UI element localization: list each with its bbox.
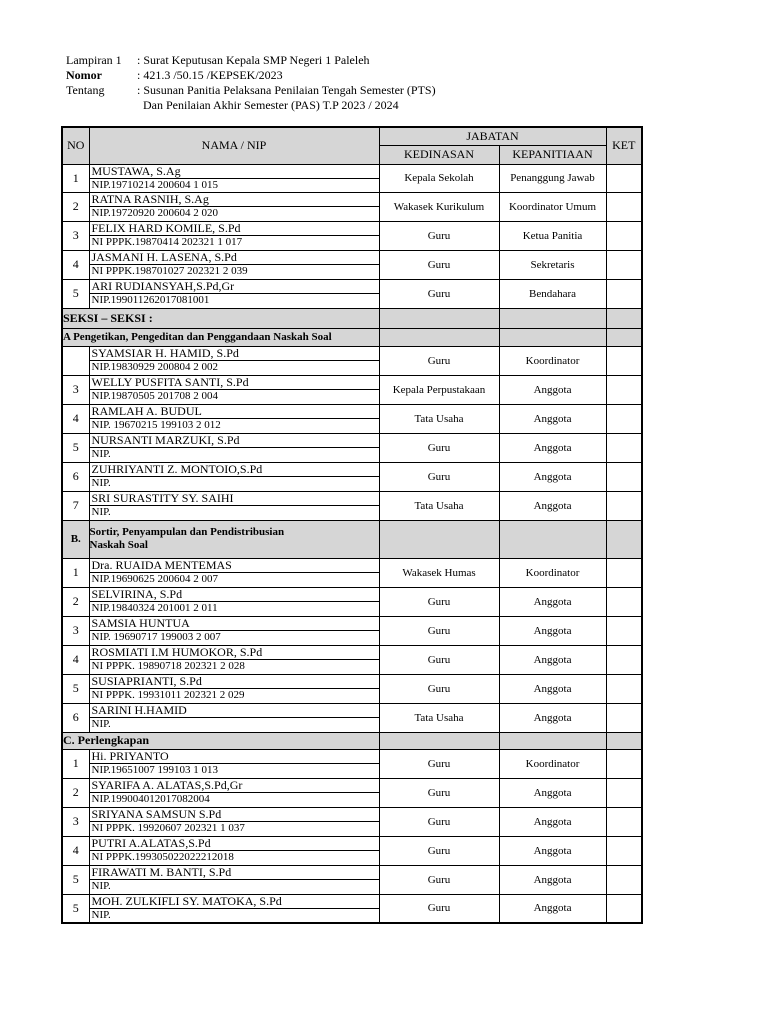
member-nip: NIP.199011262017081001 xyxy=(90,293,379,307)
member-nip: NI PPPK.198701027 202321 2 039 xyxy=(90,264,379,278)
header-name: NAMA / NIP xyxy=(89,127,379,164)
row-no: 2 xyxy=(62,192,89,221)
table-row xyxy=(62,616,642,645)
row-no: 4 xyxy=(62,250,89,279)
member-nip: NIP.19720920 200604 2 020 xyxy=(90,206,379,220)
member-name: ARI RUDIANSYAH,S.Pd,Gr xyxy=(91,279,235,293)
member-kepanitiaan: Ketua Panitia xyxy=(499,221,606,250)
member-kedinasan: Guru xyxy=(379,778,499,807)
member-name: ROSMIATI I.M HUMOKOR, S.Pd xyxy=(91,645,263,659)
row-no: 4 xyxy=(62,645,89,674)
member-name: SELVIRINA, S.Pd xyxy=(91,587,183,601)
member-nip: NIP.199004012017082004 xyxy=(90,792,379,806)
member-name: JASMANI H. LASENA, S.Pd xyxy=(91,250,237,264)
member-kepanitiaan: Anggota xyxy=(499,807,606,836)
member-ket xyxy=(606,250,642,279)
member-kedinasan: Guru xyxy=(379,221,499,250)
header-sep xyxy=(134,98,143,113)
header-label xyxy=(66,98,134,113)
member-kedinasan: Guru xyxy=(379,645,499,674)
member-nip: NIP. xyxy=(90,717,379,731)
member-name: ZUHRIYANTI Z. MONTOIO,S.Pd xyxy=(91,462,263,476)
member-ket xyxy=(606,587,642,616)
member-kedinasan: Guru xyxy=(379,279,499,308)
member-kepanitiaan: Anggota xyxy=(499,587,606,616)
member-nip: NI PPPK. 19920607 202321 1 037 xyxy=(90,821,379,835)
member-nip: NI PPPK. 19890718 202321 2 028 xyxy=(90,659,379,673)
table-row xyxy=(62,674,642,703)
section-c-header xyxy=(62,732,642,749)
member-ket xyxy=(606,279,642,308)
member-name: NURSANTI MARZUKI, S.Pd xyxy=(91,433,240,447)
member-nip: NIP. xyxy=(90,476,379,490)
member-nip: NIP. 19670215 199103 2 012 xyxy=(90,418,379,432)
row-no: 1 xyxy=(62,558,89,587)
member-ket xyxy=(606,703,642,732)
member-ket xyxy=(606,462,642,491)
member-ket xyxy=(606,778,642,807)
row-no: 5 xyxy=(62,279,89,308)
member-nip: NI PPPK. 19931011 202321 2 029 xyxy=(90,688,379,702)
member-ket xyxy=(606,375,642,404)
member-nip: NIP.19690625 200604 2 007 xyxy=(90,572,379,586)
row-no: 4 xyxy=(62,836,89,865)
row-no: 5 xyxy=(62,865,89,894)
member-kepanitiaan: Penanggung Jawab xyxy=(499,164,606,192)
table-row xyxy=(62,192,642,221)
member-kedinasan: Tata Usaha xyxy=(379,703,499,732)
header-ket: KET xyxy=(606,127,642,164)
member-kedinasan: Kepala Sekolah xyxy=(379,164,499,192)
member-kepanitiaan: Anggota xyxy=(499,778,606,807)
member-kepanitiaan: Koordinator Umum xyxy=(499,192,606,221)
member-kedinasan: Kepala Perpustakaan xyxy=(379,375,499,404)
header-no: NO xyxy=(62,127,89,164)
member-kedinasan: Wakasek Kurikulum xyxy=(379,192,499,221)
header-kepanitiaan: KEPANITIAAN xyxy=(499,145,606,164)
row-no: 3 xyxy=(62,375,89,404)
document-header xyxy=(66,53,436,113)
member-kedinasan: Guru xyxy=(379,616,499,645)
row-no: 5 xyxy=(62,433,89,462)
row-no: 4 xyxy=(62,404,89,433)
member-ket xyxy=(606,807,642,836)
member-name: MUSTAWA, S.Ag xyxy=(91,164,181,178)
member-name: MOH. ZULKIFLI SY. MATOKA, S.Pd xyxy=(91,894,282,908)
table-row xyxy=(62,462,642,491)
member-name: FIRAWATI M. BANTI, S.Pd xyxy=(91,865,232,879)
member-kepanitiaan: Bendahara xyxy=(499,279,606,308)
row-no: 3 xyxy=(62,616,89,645)
member-kepanitiaan: Anggota xyxy=(499,491,606,520)
member-nip: NIP. xyxy=(90,505,379,519)
member-name: SYARIFA A. ALATAS,S.Pd,Gr xyxy=(91,778,243,792)
table-row xyxy=(62,703,642,732)
member-nip: NI PPPK.199305022022212018 xyxy=(90,850,379,864)
member-kepanitiaan: Sekretaris xyxy=(499,250,606,279)
table-row xyxy=(62,404,642,433)
member-ket xyxy=(606,894,642,923)
member-kepanitiaan: Anggota xyxy=(499,404,606,433)
table-row xyxy=(62,894,642,923)
member-nip: NIP.19840324 201001 2 011 xyxy=(90,601,379,615)
member-name: SYAMSIAR H. HAMID, S.Pd xyxy=(91,346,239,360)
member-ket xyxy=(606,616,642,645)
section-a-title: A Pengetikan, Pengeditan dan Penggandaan Naskah Soal xyxy=(62,328,379,346)
member-ket xyxy=(606,558,642,587)
table-row xyxy=(62,645,642,674)
member-name: SARINI H.HAMID xyxy=(91,703,187,717)
header-row-tentang-cont xyxy=(66,98,436,113)
member-name: PUTRI A.ALATAS,S.Pd xyxy=(91,836,211,850)
header-row-nomor xyxy=(66,68,436,83)
header-sep: : xyxy=(134,83,144,97)
member-kepanitiaan: Anggota xyxy=(499,433,606,462)
header-value: 421.3 /50.15 /KEPSEK/2023 xyxy=(143,68,283,82)
section-c-title: C. Perlengkapan xyxy=(62,732,379,749)
member-kepanitiaan: Anggota xyxy=(499,703,606,732)
row-no: 1 xyxy=(62,164,89,192)
member-ket xyxy=(606,749,642,778)
member-name: Dra. RUAIDA MENTEMAS xyxy=(91,558,232,572)
member-nip: NIP. xyxy=(90,879,379,893)
member-kedinasan: Tata Usaha xyxy=(379,404,499,433)
member-kedinasan: Guru xyxy=(379,433,499,462)
seksi-label: SEKSI – SEKSI : xyxy=(62,308,379,328)
member-kepanitiaan: Koordinator xyxy=(499,749,606,778)
member-kepanitiaan: Anggota xyxy=(499,674,606,703)
header-label: Tentang xyxy=(66,83,105,97)
seksi-header-row xyxy=(62,308,642,328)
member-kedinasan: Wakasek Humas xyxy=(379,558,499,587)
member-kepanitiaan: Koordinator xyxy=(499,558,606,587)
table-row xyxy=(62,279,642,308)
member-kedinasan: Guru xyxy=(379,462,499,491)
member-name: Hi. PRIYANTO xyxy=(91,749,169,763)
member-kepanitiaan: Anggota xyxy=(499,462,606,491)
row-no: 3 xyxy=(62,807,89,836)
section-b-title-line2: Naskah Soal xyxy=(89,539,148,551)
member-kepanitiaan: Anggota xyxy=(499,616,606,645)
member-ket xyxy=(606,645,642,674)
member-nip: NIP. xyxy=(90,908,379,922)
member-ket xyxy=(606,346,642,375)
section-b-header xyxy=(62,520,642,558)
header-row-tentang xyxy=(66,83,436,98)
member-nip: NIP.19830929 200804 2 002 xyxy=(90,360,379,374)
row-no: 6 xyxy=(62,703,89,732)
table-row xyxy=(62,375,642,404)
member-nip: NIP.19870505 201708 2 004 xyxy=(90,389,379,403)
member-nip: NIP. 19690717 199003 2 007 xyxy=(90,630,379,644)
member-ket xyxy=(606,865,642,894)
table-row xyxy=(62,587,642,616)
table-row xyxy=(62,836,642,865)
member-nip: NIP.19710214 200604 1 015 xyxy=(90,178,379,192)
section-b-no: B. xyxy=(62,520,89,558)
member-ket xyxy=(606,164,642,192)
table-row xyxy=(62,807,642,836)
table-row xyxy=(62,558,642,587)
member-ket xyxy=(606,433,642,462)
row-no: 5 xyxy=(62,894,89,923)
member-kedinasan: Guru xyxy=(379,346,499,375)
member-nip: NIP. xyxy=(90,447,379,461)
row-no: 2 xyxy=(62,778,89,807)
header-row-lampiran xyxy=(66,53,436,68)
member-name: FELIX HARD KOMILE, S.Pd xyxy=(91,221,241,235)
member-kedinasan: Guru xyxy=(379,587,499,616)
member-kepanitiaan: Anggota xyxy=(499,894,606,923)
member-ket xyxy=(606,674,642,703)
table-row xyxy=(62,164,642,192)
member-kedinasan: Guru xyxy=(379,250,499,279)
table-row xyxy=(62,221,642,250)
header-kedinasan: KEDINASAN xyxy=(379,145,499,164)
row-no xyxy=(62,346,89,375)
header-label: Nomor xyxy=(66,68,102,82)
member-kedinasan: Guru xyxy=(379,749,499,778)
member-nip: NIP.19651007 199103 1 013 xyxy=(90,763,379,777)
member-ket xyxy=(606,404,642,433)
member-name: RAMLAH A. BUDUL xyxy=(91,404,202,418)
member-name: SAMSIA HUNTUA xyxy=(91,616,190,630)
section-a-header xyxy=(62,328,642,346)
member-nip: NI PPPK.19870414 202321 1 017 xyxy=(90,235,379,249)
table-row xyxy=(62,491,642,520)
member-name: RATNA RASNIH, S.Ag xyxy=(91,192,209,206)
member-ket xyxy=(606,836,642,865)
member-kedinasan: Guru xyxy=(379,836,499,865)
member-name: WELLY PUSFITA SANTI, S.Pd xyxy=(91,375,249,389)
table-row xyxy=(62,346,642,375)
table-row xyxy=(62,433,642,462)
header-sep: : xyxy=(134,68,144,82)
member-kedinasan: Guru xyxy=(379,807,499,836)
table-row xyxy=(62,250,642,279)
row-no: 2 xyxy=(62,587,89,616)
table-row xyxy=(62,865,642,894)
header-value: Dan Penilaian Akhir Semester (PAS) T.P 2023 / 2024 xyxy=(143,98,399,112)
member-kepanitiaan: Anggota xyxy=(499,645,606,674)
header-sep: : xyxy=(134,53,144,67)
member-ket xyxy=(606,221,642,250)
member-kedinasan: Guru xyxy=(379,674,499,703)
header-jabatan: JABATAN xyxy=(379,127,606,145)
member-kedinasan: Guru xyxy=(379,894,499,923)
member-kepanitiaan: Anggota xyxy=(499,865,606,894)
table-row xyxy=(62,778,642,807)
header-value: Surat Keputusan Kepala SMP Negeri 1 Paleleh xyxy=(143,53,370,67)
row-no: 7 xyxy=(62,491,89,520)
member-ket xyxy=(606,491,642,520)
row-no: 3 xyxy=(62,221,89,250)
member-kedinasan: Tata Usaha xyxy=(379,491,499,520)
member-kedinasan: Guru xyxy=(379,865,499,894)
row-no: 1 xyxy=(62,749,89,778)
header-label: Lampiran 1 xyxy=(66,53,122,67)
member-ket xyxy=(606,192,642,221)
table-row xyxy=(62,749,642,778)
member-name: SRIYANA SAMSUN S.Pd xyxy=(91,807,222,821)
member-name: SUSIAPRIANTI, S.Pd xyxy=(91,674,202,688)
section-b-title-line1: Sortir, Penyampulan dan Pendistribusian xyxy=(89,526,285,538)
member-kepanitiaan: Anggota xyxy=(499,836,606,865)
row-no: 6 xyxy=(62,462,89,491)
committee-table xyxy=(61,126,643,924)
member-kepanitiaan: Koordinator xyxy=(499,346,606,375)
member-kepanitiaan: Anggota xyxy=(499,375,606,404)
header-value: Susunan Panitia Pelaksana Penilaian Tengah Semester (PTS) xyxy=(143,83,436,97)
member-name: SRI SURASTITY SY. SAIHI xyxy=(91,491,234,505)
row-no: 5 xyxy=(62,674,89,703)
